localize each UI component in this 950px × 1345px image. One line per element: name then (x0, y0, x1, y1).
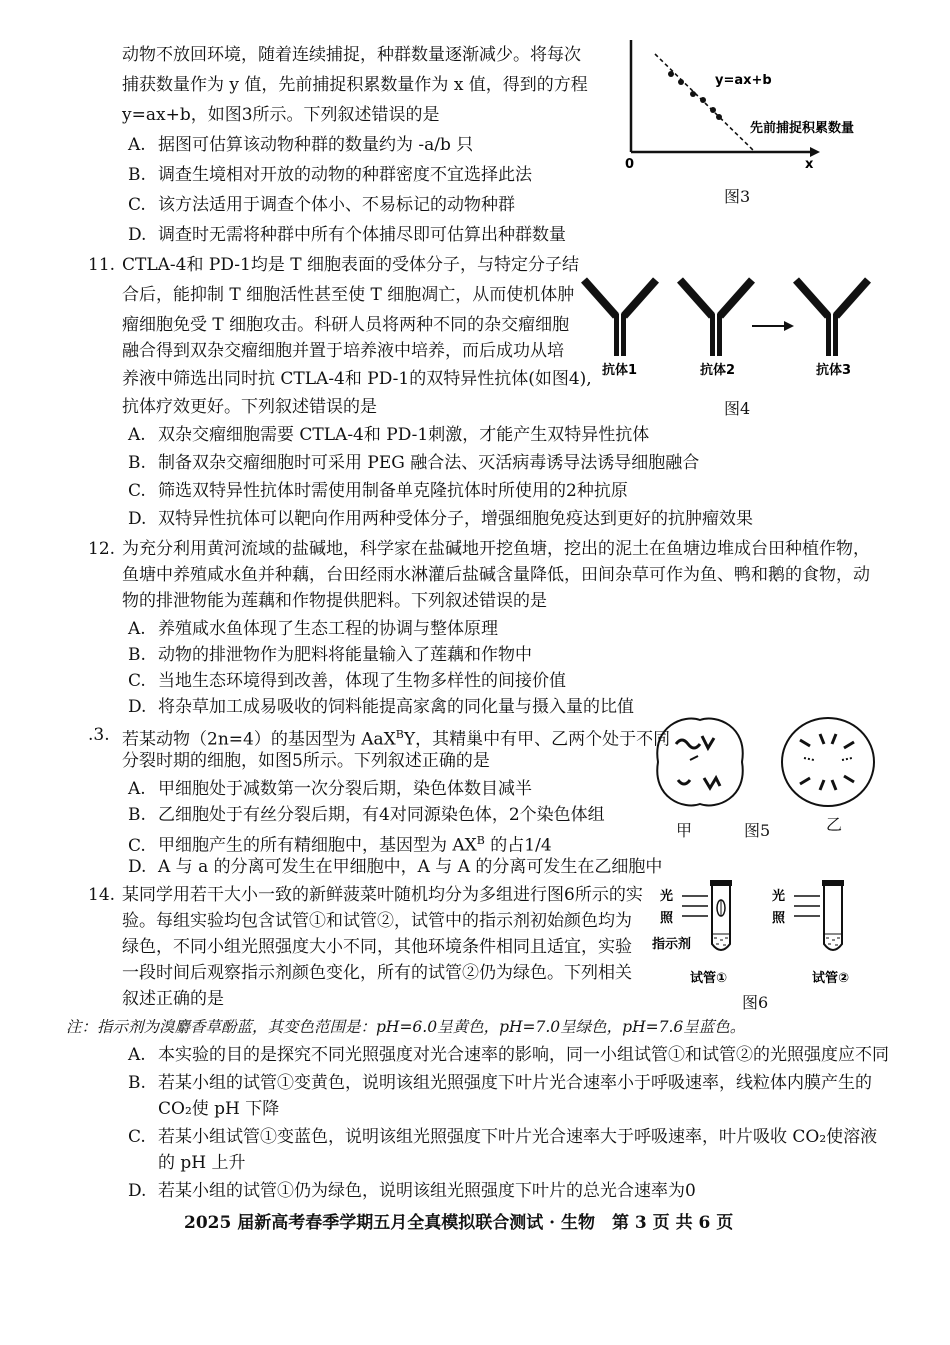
figure-5-caption: 图5 (744, 821, 771, 840)
q11-option-c: C. 筛选双特异性抗体时需使用制备单克隆抗体时所使用的2种抗原 (128, 481, 628, 501)
fig3-origin: 0 (625, 157, 635, 170)
q11-option-d: D. 双特异性抗体可以靶向作用两种受体分子，增强细胞免疫达到更好的抗肿瘤效果 (128, 509, 753, 529)
q14-stem-line-2: 验。每组实验均包含试管①和试管②，试管中的指示剂初始颜色均为 (122, 911, 632, 931)
q12-number: 12. (88, 539, 116, 559)
figure-5-right-label: 乙 (826, 815, 843, 834)
fig3-point (668, 71, 674, 77)
tube1-label: 试管① (690, 971, 728, 986)
light-arrows-1 (682, 896, 708, 916)
q14-option-c-line-2: 的 pH 上升 (158, 1153, 246, 1173)
test-tube-1 (710, 880, 732, 950)
fig3-point (710, 107, 716, 113)
q14-note: 注：指示剂为溴麝香草酚蓝，其变色范围是：pH=6.0呈黄色，pH=7.0呈绿色，pH=7.6呈蓝色。 (66, 1018, 746, 1036)
q11-stem-line-6: 抗体疗效更好。下列叙述错误的是 (122, 397, 377, 417)
figure-4-caption: 图4 (724, 399, 751, 418)
tube2-label: 试管② (812, 971, 850, 986)
q11-option-a: A. 双杂交瘤细胞需要 CTLA-4和 PD-1刺激，才能产生双特异性抗体 (128, 425, 650, 445)
tube2-light-label-2: 照 (772, 911, 786, 926)
fig3-equation: y=ax+b (715, 73, 772, 88)
antibody-1-label: 抗体1 (602, 363, 638, 378)
q12-option-d: D. 将杂草加工成易吸收的饲料能提高家禽的同化量与摄入量的比值 (128, 697, 634, 717)
cell-yi (782, 718, 874, 806)
q14-option-c: C. 若某小组试管①变蓝色，说明该组光照强度下叶片光合速率大于呼吸速率，叶片吸收 CO₂使溶液 (128, 1127, 878, 1147)
fig3-x-letter: x (805, 157, 814, 170)
antibody-1 (584, 276, 656, 356)
figure-3-caption: 图3 (724, 187, 751, 206)
q12-option-c: C. 当地生态环境得到改善，体现了生物多样性的间接价值 (128, 671, 566, 691)
q14-option-a: A. 本实验的目的是探究不同光照强度对光合速率的影响，同一小组试管①和试管②的光照强度应不同 (128, 1045, 889, 1065)
fig3-point (716, 114, 722, 120)
q12-stem-line-1: 为充分利用黄河流域的盐碱地，科学家在盐碱地开挖鱼塘，挖出的泥土在鱼塘边堆成台田种植作物， (122, 539, 870, 559)
arrow-icon (752, 321, 794, 331)
test-tube-2 (822, 880, 844, 950)
q14-stem-line-1: 某同学用若干大小一致的新鲜菠菜叶随机均分为多组进行图6所示的实 (122, 885, 643, 905)
fig3-point (690, 91, 696, 97)
q13-option-a: A. 甲细胞处于减数第一次分裂后期，染色体数目减半 (128, 779, 532, 799)
q10-option-a: A. 据图可估算该动物种群的数量约为 -a/b 只 (128, 135, 474, 155)
q10-stem-line-1: 动物不放回环境，随着连续捕捉，种群数量逐渐减少。将每次 (122, 45, 581, 65)
q10-option-b: B. 调查生境相对开放的动物的种群密度不宜选择此法 (128, 165, 532, 185)
light-arrows-2 (794, 896, 820, 916)
q14-option-d: D. 若某小组的试管①仍为绿色，说明该组光照强度下叶片的总光合速率为0 (128, 1181, 696, 1201)
q12-stem-line-3: 物的排泄物能为莲藕和作物提供肥料。下列叙述错误的是 (122, 591, 547, 611)
q13-number: .3. (88, 725, 110, 745)
q11-stem-line-5: 养液中筛选出同时抗 CTLA-4和 PD-1的双特异性抗体(如图4), (122, 369, 592, 389)
figure-6-caption: 图6 (742, 993, 769, 1012)
fig3-point (678, 79, 684, 85)
figure-4-antibodies (580, 270, 880, 385)
figure-3-graph (615, 40, 875, 170)
q14-stem-line-4: 一段时间后观察指示剂颜色变化，所有的试管②仍为绿色。下列相关 (122, 963, 632, 983)
figure-5-left-label: 甲 (676, 821, 693, 840)
fig3-trend-line (655, 54, 755, 152)
q13-option-c: C. 甲细胞产生的所有精细胞中，基因型为 $AX^B$ 的占1/4 (128, 834, 552, 856)
q10-stem-line-2: 捕获数量作为 y 值，先前捕捉积累数量作为 x 值，得到的方程 (122, 75, 588, 95)
figure-5-cells (648, 712, 878, 814)
q12-option-a: A. 养殖咸水鱼体现了生态工程的协调与整体原理 (128, 619, 498, 639)
fig3-point (700, 97, 706, 103)
antibody-3 (796, 276, 868, 356)
indicator-label: 指示剂 (652, 937, 692, 952)
q14-option-b-line-2: CO₂使 pH 下降 (158, 1099, 280, 1119)
tube1-light-label-1: 光 (660, 889, 674, 904)
q14-stem-line-3: 绿色，不同小组光照强度大小不同，其他环境条件相同且适宜，实验 (122, 937, 632, 957)
q10-option-d: D. 调查时无需将种群中所有个体捕尽即可估算出种群数量 (128, 225, 566, 245)
cell-jia (657, 719, 742, 806)
q12-stem-line-2: 鱼塘中养殖咸水鱼并种藕，台田经雨水淋灌后盐碱含量降低，田间杂草可作为鱼、鸭和鹅的食物，动 (122, 565, 870, 585)
q11-stem-line-4: 融合得到双杂交瘤细胞并置于培养液中培养，而后成功从培 (122, 341, 564, 361)
q12-option-b: B. 动物的排泄物作为肥料将能量输入了莲藕和作物中 (128, 645, 532, 665)
antibody-2 (680, 276, 752, 356)
q13-stem-line-1: 若某动物（2n=4）的基因型为 AaX$^B$Y，其精巢中有甲、乙两个处于不同 (122, 728, 671, 750)
tube2-light-label-1: 光 (772, 889, 786, 904)
q10-option-c: C. 该方法适用于调查个体小、不易标记的动物种群 (128, 195, 515, 215)
q14-stem-line-5: 叙述正确的是 (122, 989, 224, 1009)
tube1-light-label-2: 照 (660, 911, 674, 926)
antibody-3-label: 抗体3 (816, 363, 852, 378)
q13-option-b: B. 乙细胞处于有丝分裂后期，有4对同源染色体，2个染色体组 (128, 805, 605, 825)
q10-stem-line-3: y=ax+b，如图3所示。下列叙述错误的是 (122, 105, 440, 125)
fig3-x-arrow (810, 147, 820, 157)
antibody-2-label: 抗体2 (700, 363, 736, 378)
q11-stem-line-1: CTLA-4和 PD-1均是 T 细胞表面的受体分子，与特定分子结 (122, 255, 579, 275)
q11-option-b: B. 制备双杂交瘤细胞时可采用 PEG 融合法、灭活病毒诱导法诱导细胞融合 (128, 453, 700, 473)
fig3-x-label: 先前捕捉积累数量 (750, 121, 855, 136)
q14-number: 14. (88, 885, 116, 905)
q11-stem-line-2: 合后，能抑制 T 细胞活性甚至使 T 细胞凋亡，从而使机体肿 (122, 285, 575, 305)
page-footer: 2025 届新高考春季学期五月全真模拟联合测试 · 生物 第 3 页 共 6 页 (184, 1213, 734, 1233)
q11-number: 11. (88, 255, 116, 275)
q13-option-d: D. A 与 a 的分离可发生在甲细胞中，A 与 A 的分离可发生在乙细胞中 (128, 857, 663, 877)
q14-option-b: B. 若某小组的试管①变黄色，说明该组光照强度下叶片光合速率小于呼吸速率，线粒体内膜产生的 (128, 1073, 872, 1093)
q13-stem-line-2: 分裂时期的细胞，如图5所示。下列叙述正确的是 (122, 751, 490, 771)
q11-stem-line-3: 瘤细胞免受 T 细胞攻击。科研人员将两种不同的杂交瘤细胞 (122, 315, 570, 335)
figure-6-test-tubes (650, 878, 870, 990)
